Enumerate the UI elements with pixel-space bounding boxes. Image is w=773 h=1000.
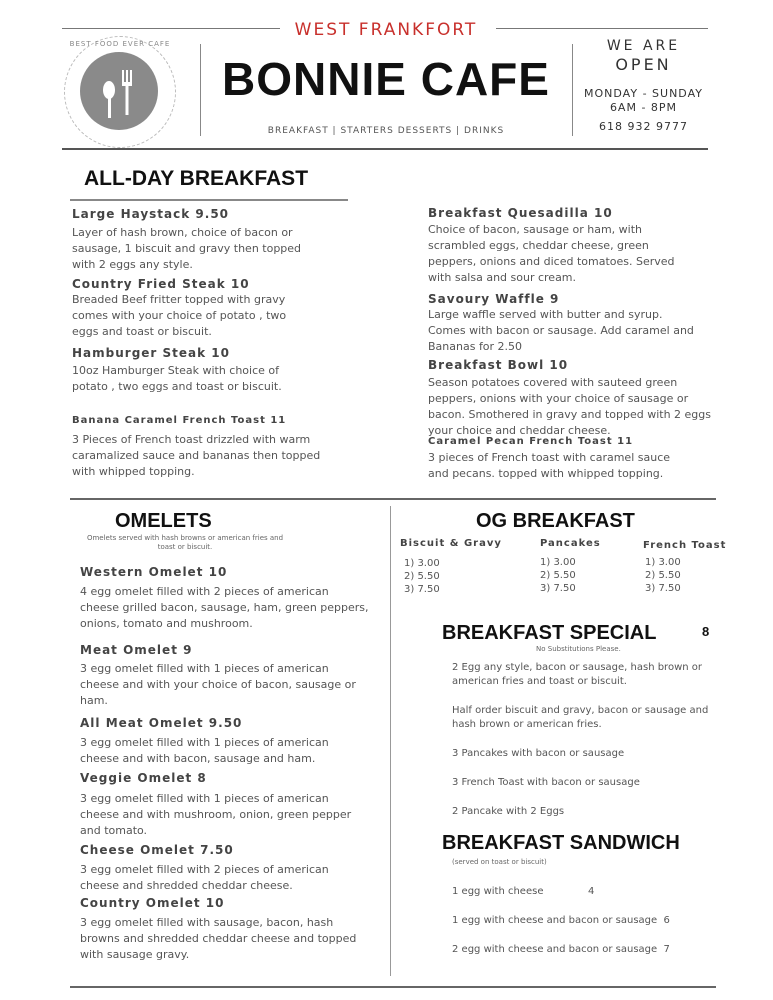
menu-item-name: Meat Omelet 9 xyxy=(80,643,193,657)
special-price: 8 xyxy=(702,624,710,639)
special-note: No Substitutions Please. xyxy=(536,645,621,653)
sandwich-line: 1 egg with cheese and bacon or sausage 6 xyxy=(452,915,670,926)
menu-item-desc: 3 egg omelet filled with 1 pieces of american cheese and with bacon, sausage and ham. xyxy=(80,736,329,765)
og-column-head: French Toast xyxy=(643,540,727,551)
menu-item-name: Large Haystack 9.50 xyxy=(72,207,230,221)
section-rule xyxy=(70,498,716,500)
og-title: OG BREAKFAST xyxy=(476,510,635,532)
og-column-head: Biscuit & Gravy xyxy=(400,538,502,549)
menu-item-desc: 3 Pieces of French toast drizzled with warm caramalized sauce and bananas then topped with whipped topping. xyxy=(72,433,321,478)
omelets-note: Omelets served with hash browns or american fries and toast or biscuit. xyxy=(86,534,284,551)
sandwich-line: 2 egg with cheese and bacon or sausage 7 xyxy=(452,944,670,955)
menu-item-name: Cheese Omelet 7.50 xyxy=(80,843,234,857)
menu-item-desc: 3 egg omelet filled with 1 pieces of american cheese and with mushroom, onion, green pepper and tomato. xyxy=(80,792,352,837)
menu-item-desc: Breaded Beef fritter topped with gravy comes with your choice of potato , two eggs and toast or biscuit. xyxy=(72,293,287,338)
menu-item-desc: 4 egg omelet filled with 2 pieces of american cheese grilled bacon, sausage, ham, green peppers, onions, tomato and mushroom. xyxy=(80,585,369,630)
menu-item-desc: 3 egg omelet filled with sausage, bacon, hash browns and shredded cheddar cheese and topped with sausage gravy. xyxy=(80,916,357,961)
price-item: 1) 3.00 xyxy=(645,557,681,568)
menu-item-desc: 3 egg omelet filled with 2 pieces of american cheese and shredded cheddar cheese. xyxy=(80,863,329,892)
header-bottom-rule xyxy=(62,148,708,150)
price-item: 3) 7.50 xyxy=(645,583,681,594)
sandwich-title: BREAKFAST SANDWICH xyxy=(442,832,680,854)
footer-rule xyxy=(70,986,716,988)
menu-item-name: Breakfast Quesadilla 10 xyxy=(428,206,613,220)
days: MONDAY - SUNDAY xyxy=(584,87,703,100)
menu-item-name: Breakfast Bowl 10 xyxy=(428,358,569,372)
price-item: 1) 3.00 xyxy=(404,558,440,569)
menu-item-name: Caramel Pecan French Toast 11 xyxy=(428,436,634,447)
price-item: 3) 7.50 xyxy=(404,584,440,595)
logo-text: BEST FOOD EVER CAFE xyxy=(69,40,171,48)
price-item: 1) 3.00 xyxy=(540,557,576,568)
menu-item-name: Savoury Waffle 9 xyxy=(428,292,560,306)
menu-item-desc: Large waffle served with butter and syrup. Comes with bacon or sausage. Add caramel and Bananas for 2.50 xyxy=(428,308,694,353)
menu-item-desc: 3 pieces of French toast with caramel sauce and pecans. topped with whipped topping. xyxy=(428,451,671,480)
special-line: Half order biscuit and gravy, bacon or sausage and hash brown or american fries. xyxy=(452,705,709,730)
header-divider-right xyxy=(572,44,573,136)
open-line2: OPEN xyxy=(615,55,672,74)
omelets-title: OMELETS xyxy=(115,510,212,532)
menu-item-name: Veggie Omelet 8 xyxy=(80,771,207,785)
menu-item-desc: Layer of hash brown, choice of bacon or sausage, 1 biscuit and gravy then topped with 2 eggs any style. xyxy=(72,226,302,271)
og-prices-biscuit xyxy=(404,557,440,596)
price-item: 2) 5.50 xyxy=(540,570,576,581)
menu-item-name: Banana Caramel French Toast 11 xyxy=(72,415,287,426)
all-day-title: ALL-DAY BREAKFAST xyxy=(84,167,309,190)
special-line: 2 Pancake with 2 Eggs xyxy=(452,806,565,817)
menu-item-name: Hamburger Steak 10 xyxy=(72,346,230,360)
fork-spoon-icon xyxy=(80,52,158,130)
menu-item-name: All Meat Omelet 9.50 xyxy=(80,716,243,730)
price-item: 3) 7.50 xyxy=(540,583,576,594)
og-column-head: Pancakes xyxy=(540,538,601,549)
menu-item-desc: 10oz Hamburger Steak with choice of potato , two eggs and toast or biscuit. xyxy=(72,364,282,393)
all-day-title-rule xyxy=(70,199,348,201)
phone: 618 932 9777 xyxy=(599,120,688,133)
price-item: 2) 5.50 xyxy=(645,570,681,581)
menu-item-desc: Season potatoes covered with sauteed green peppers, onions with your choice of sausage or bacon. Smothered in gravy and topped with 2 eggs your choice and cheddar cheese. xyxy=(428,376,711,437)
menu-item-name: Country Fried Steak 10 xyxy=(72,277,250,291)
special-line: 3 Pancakes with bacon or sausage xyxy=(452,748,625,759)
menu-item-name: Country Omelet 10 xyxy=(80,896,225,910)
logo xyxy=(80,52,158,130)
special-title: BREAKFAST SPECIAL xyxy=(442,622,657,644)
sandwich-line: 1 egg with cheese 4 xyxy=(452,886,595,897)
town-name: WEST FRANKFORT xyxy=(294,20,478,40)
menu-item-desc: Choice of bacon, sausage or ham, with scrambled eggs, cheddar cheese, green peppers, onions and diced tomatoes. Served with salsa and sour cream. xyxy=(428,223,675,284)
menu-item-name: Western Omelet 10 xyxy=(80,565,228,579)
sandwich-note: (served on toast or biscuit) xyxy=(452,858,547,866)
menu-item-desc: 3 egg omelet filled with 1 pieces of american cheese and with your choice of bacon, sausage or ham. xyxy=(80,662,356,707)
tagline: BREAKFAST | STARTERS DESSERTS | DRINKS xyxy=(267,126,505,136)
special-line: 2 Egg any style, bacon or sausage, hash brown or american fries and toast or biscuit. xyxy=(452,662,702,687)
hours: 6AM - 8PM xyxy=(609,101,678,114)
og-prices-french-toast xyxy=(645,556,681,595)
price-item: 2) 5.50 xyxy=(404,571,440,582)
column-divider xyxy=(390,506,391,976)
open-line1: WE ARE xyxy=(606,38,681,54)
og-prices-pancakes xyxy=(540,556,576,595)
special-line: 3 French Toast with bacon or sausage xyxy=(452,777,640,788)
cafe-name: BONNIE CAFE xyxy=(222,53,550,105)
